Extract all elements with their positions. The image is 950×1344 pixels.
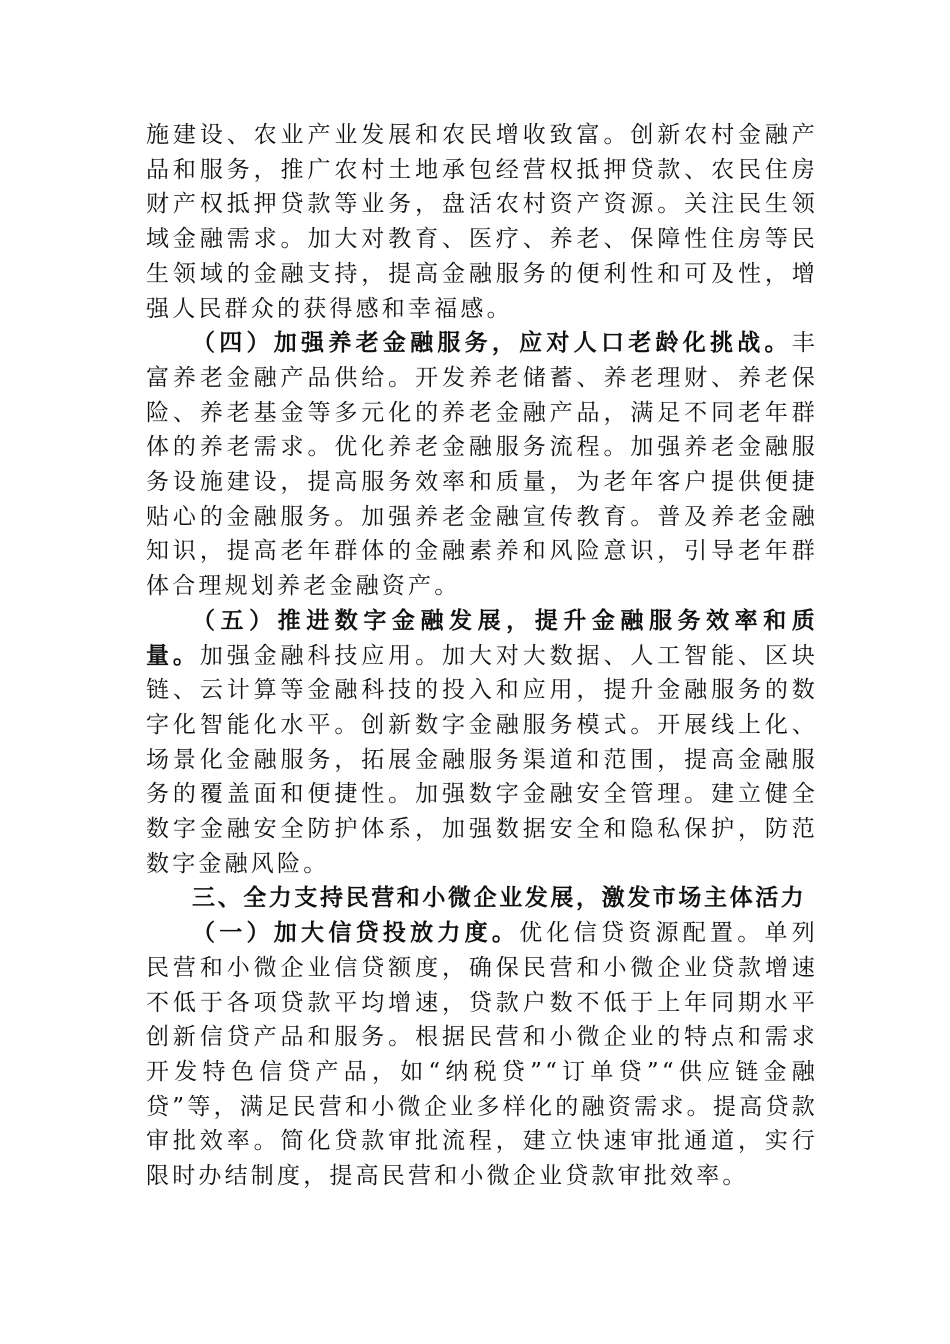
paragraph-body: 施建设、农业产业发展和农民增收致富。创新农村金融产品和服务，推广农村土地承包经营权抵押贷款、农民住房财产权抵押贷款等业务，盘活农村资产资源。关注民生领域金融需求。加大对教育、医疗、养老、保障性住房等民生领域的金融支持，提高金融服务的便利性和可及性，增强人民群众的获得感和幸福感。 [146,122,818,322]
paragraph-rural-finance [146,118,818,326]
paragraph-credit-supply [146,916,818,1194]
document-body [146,118,818,1194]
paragraph-body: 丰富养老金融产品供给。开发养老储蓄、养老理财、养老保险、养老基金等多元化的养老金融产品，满足不同老年群体的养老需求。优化养老金融服务流程。加强养老金融服务设施建设，提高服务效率和质量，为老年客户提供便捷贴心的金融服务。加强养老金融宣传教育。普及养老金融知识，提高老年群体的金融素养和风险意识，引导老年群体合理规划养老金融资产。 [146,330,818,600]
paragraph-lead: （一）加大信贷投放力度。 [192,919,520,947]
paragraph-lead: （五）推进数字金融发展，提升金融服务效率和质量。 [146,606,818,669]
section-heading: 三、全力支持民营和小微企业发展，激发市场主体活力 [192,885,807,912]
paragraph-elderly-finance [146,326,818,604]
paragraph-body: 优化信贷资源配置。单列民营和小微企业信贷额度，确保民营和小微企业贷款增速不低于各项贷款平均增速，贷款户数不低于上年同期水平创新信贷产品和服务。根据民营和小微企业的特点和需求开发特色信贷产品，如“纳税贷”“订单贷”“供应链金融贷”等，满足民营和小微企业多样化的融资需求。提高贷款审批效率。简化贷款审批流程，建立快速审批通道，实行限时办结制度，提高民营和小微企业贷款审批效率。 [146,920,819,1190]
paragraph-digital-finance [146,604,818,882]
paragraph-body: 加强金融科技应用。加大对大数据、人工智能、区块链、云计算等金融科技的投入和应用，提升金融服务的数字化智能化水平。创新数字金融服务模式。开展线上化、场景化金融服务，拓展金融服务渠道和范围，提高金融服务的覆盖面和便捷性。加强数字金融安全管理。建立健全数字金融安全防护体系，加强数据安全和隐私保护，防范数字金融风险。 [146,642,818,877]
paragraph-lead: （四）加强养老金融服务，应对人口老龄化挑战。 [192,329,792,357]
